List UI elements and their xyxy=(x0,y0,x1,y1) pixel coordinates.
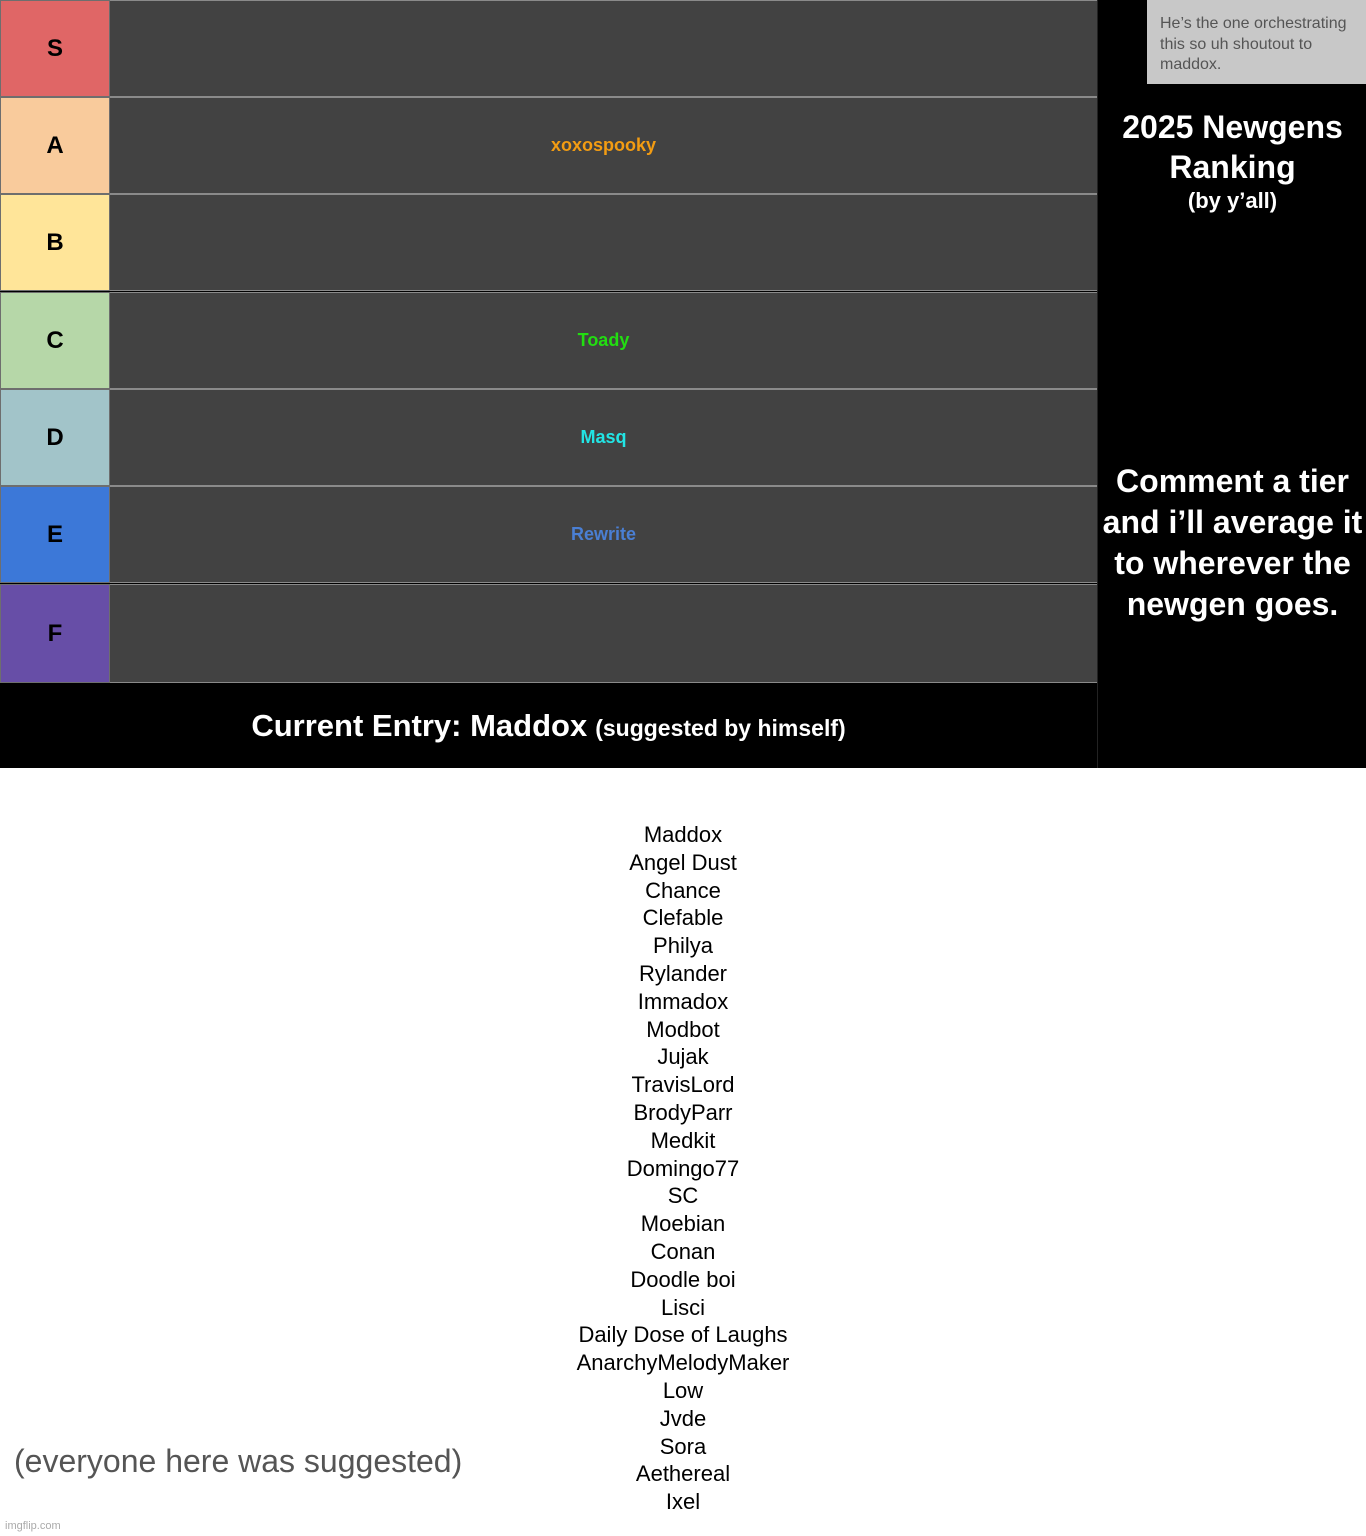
tier-entry: xoxospooky xyxy=(550,135,657,155)
suggestions-panel xyxy=(0,768,1366,1536)
list-item: Philya xyxy=(653,933,713,959)
list-item: Chance xyxy=(645,877,721,903)
ranking-title xyxy=(1098,107,1366,215)
tier-label-b: B xyxy=(0,194,110,291)
list-item: Maddox xyxy=(643,822,723,847)
tier-label-e: E xyxy=(0,486,110,583)
tier-label-d: D xyxy=(0,389,110,486)
suggestions-list xyxy=(0,821,1366,1516)
list-item: Low xyxy=(662,1377,704,1403)
tier-row-e xyxy=(0,486,1097,583)
list-item: Sora xyxy=(659,1433,707,1459)
tier-body-d xyxy=(110,389,1097,486)
tier-list xyxy=(0,0,1097,683)
list-item: BrodyParr xyxy=(633,1099,733,1125)
watermark: imgflip.com xyxy=(5,1520,61,1532)
list-item: Domingo77 xyxy=(626,1155,740,1181)
list-item: Medkit xyxy=(650,1127,716,1153)
list-item: Modbot xyxy=(646,1016,720,1042)
list-item: Angel Dust xyxy=(629,849,737,875)
current-entry-text: Current Entry: Maddox xyxy=(251,707,588,743)
ranking-title-main: 2025 Newgens Ranking xyxy=(1122,109,1343,185)
tier-row-a xyxy=(0,97,1097,194)
current-entry-banner xyxy=(0,683,1097,768)
list-item: Aethereal xyxy=(635,1461,731,1487)
current-entry-suggester: (suggested by himself) xyxy=(595,715,846,741)
tier-body-s xyxy=(110,0,1097,97)
list-item: SC xyxy=(667,1183,699,1209)
tier-label-s: S xyxy=(0,0,110,97)
list-item: Jujak xyxy=(657,1044,709,1070)
tier-body-a xyxy=(110,97,1097,194)
shoutout-note: He’s the one orchestrating this so uh shoutout to maddox. xyxy=(1147,0,1366,84)
list-item: Lisci xyxy=(660,1294,705,1320)
tier-row-b xyxy=(0,194,1097,291)
tier-body-b xyxy=(110,194,1097,291)
footnote-text: (everyone here was suggested) xyxy=(14,1443,463,1479)
tier-entry: Toady xyxy=(577,330,630,350)
tier-row-d xyxy=(0,389,1097,486)
list-item: Clefable xyxy=(642,905,724,931)
tier-label-c: C xyxy=(0,292,110,389)
instructions-text: Comment a tier and i’ll average it to wherever the newgen goes. xyxy=(1102,463,1363,622)
ranking-title-sub: (by y’all) xyxy=(1187,188,1278,213)
tier-body-e xyxy=(110,486,1097,583)
tier-row-c xyxy=(0,292,1097,389)
tier-entry: Masq xyxy=(580,427,627,447)
tier-label-f: F xyxy=(0,584,110,683)
list-item: AnarchyMelodyMaker xyxy=(576,1350,790,1376)
tier-body-c xyxy=(110,292,1097,389)
list-item: Moebian xyxy=(640,1211,726,1237)
list-item: Jvde xyxy=(659,1405,707,1431)
info-sidebar xyxy=(1097,0,1366,768)
list-item: Immadox xyxy=(637,988,729,1014)
list-item: Ixel xyxy=(665,1489,701,1515)
tier-row-f xyxy=(0,584,1097,683)
tier-body-f xyxy=(110,584,1097,683)
tier-entry: Rewrite xyxy=(570,524,637,544)
list-item: Doodle boi xyxy=(630,1266,736,1292)
list-item: TravisLord xyxy=(631,1072,735,1098)
list-item: Conan xyxy=(650,1238,716,1264)
list-item: Daily Dose of Laughs xyxy=(578,1322,788,1348)
list-item: Rylander xyxy=(638,960,728,986)
tier-row-s xyxy=(0,0,1097,97)
tier-label-a: A xyxy=(0,97,110,194)
